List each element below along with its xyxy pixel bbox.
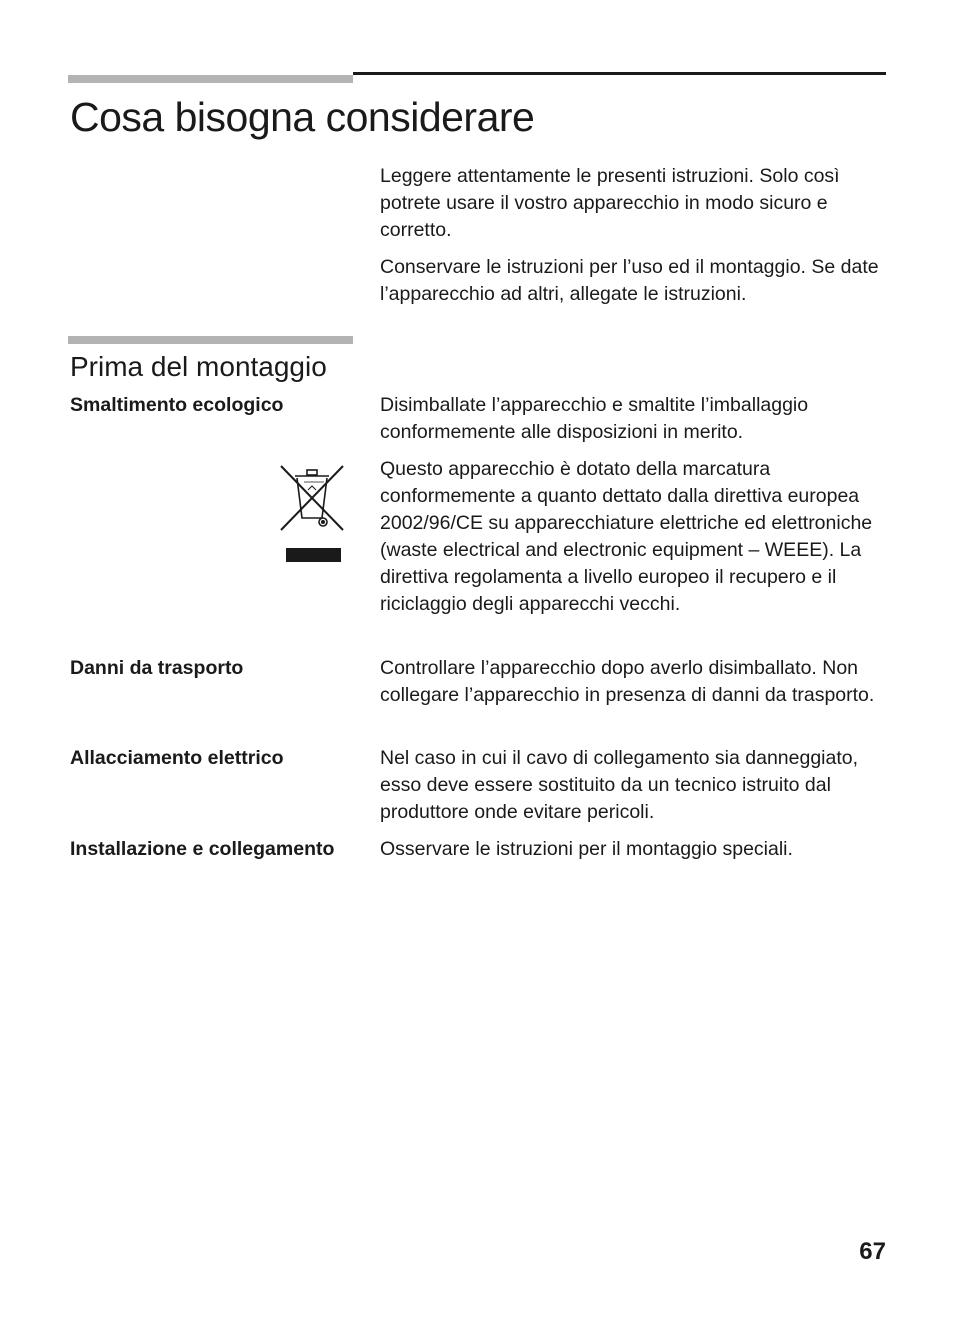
item-paragraph: Controllare l’apparecchio dopo averlo disimballato. Non collegare l’apparecchio in presenza di danni da trasporto. [380,657,875,706]
item-paragraph: Osservare le istruzioni per il montaggio speciali. [380,838,793,860]
item-label-smaltimento: Smaltimento ecologico [70,394,284,416]
title-rule-line [353,72,886,75]
section-heading: Prima del montaggio [70,351,327,382]
item-text-allacciamento [380,745,880,836]
intro-paragraph: Conservare le istruzioni per l’uso ed il montaggio. Se date l’apparecchio ad altri, allegate le istruzioni. [380,256,879,305]
page-title: Cosa bisogna considerare [70,94,535,140]
intro-text [380,163,890,318]
item-label-danni: Danni da trasporto [70,657,244,679]
item-text-smaltimento [380,392,890,628]
intro-paragraph: Leggere attentamente le presenti istruzioni. Solo così potrete usare il vostro apparecchio in modo sicuro e corretto. [380,165,840,241]
item-text-installazione [380,836,890,873]
item-paragraph: Nel caso in cui il cavo di collegamento sia danneggiato, esso deve essere sostituito da un tecnico istruito dal produttore onde evitare pericoli. [380,747,859,823]
item-paragraph: Questo apparecchio è dotato della marcatura conformemente a quanto dettato dalla direttiva europea 2002/96/CE su apparecchiature elettriche ed elettroniche (waste electrical and electronic equipment – WEEE). La direttiva regolamenta a livello europeo il recupero e il riciclaggio degli apparecchi vecchi. [380,458,873,615]
weee-icon [278,462,346,564]
section-rule [68,336,353,344]
page-number: 67 [859,1238,886,1265]
item-text-danni [380,655,890,719]
item-label-allacciamento: Allacciamento elettrico [70,747,284,769]
item-paragraph: Disimballate l’apparecchio e smaltite l’imballaggio conformemente alle disposizioni in merito. [380,394,809,443]
title-rule-accent [68,75,353,83]
item-label-installazione: Installazione e collegamento [70,838,335,860]
